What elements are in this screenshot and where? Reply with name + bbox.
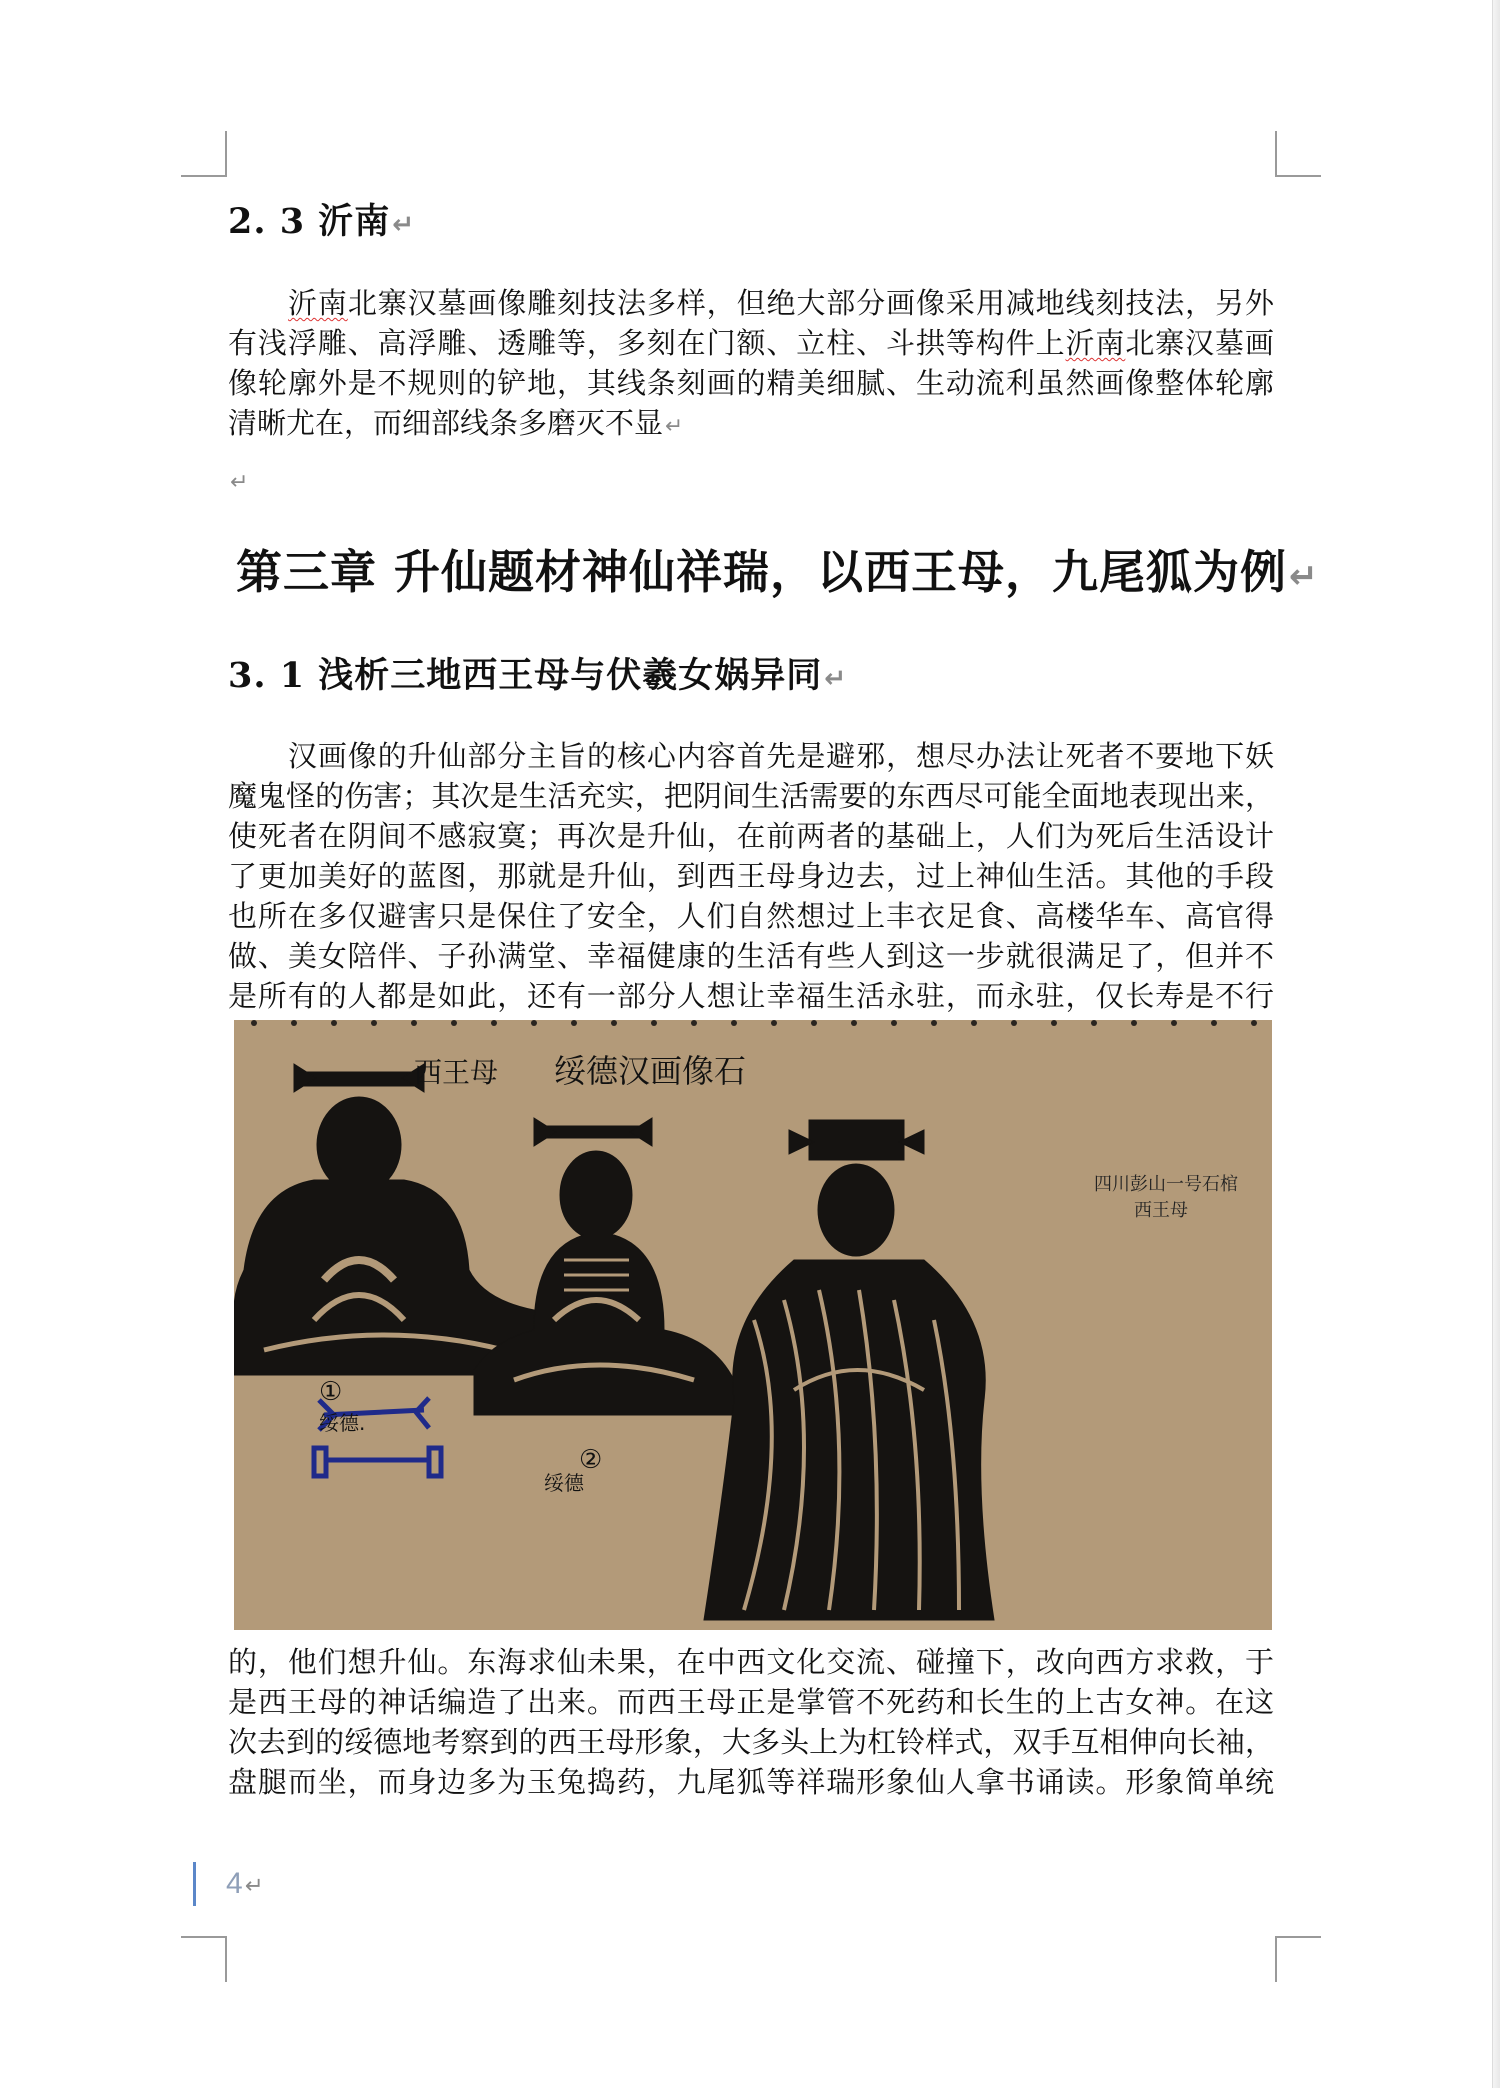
line-text: 北寨汉墓画像雕刻技法多样，但绝大部分画像采用减地线刻技法，另外: [347, 286, 1274, 320]
paragraph-mark: ↵: [230, 470, 249, 495]
chapter-title: 第三章 升仙题材神仙祥瑞，以西王母，九尾狐为例: [236, 545, 1288, 599]
paragraph-line: 也所在多仅避害只是保住了安全，人们自然想过上丰衣足食、高楼华车、高官得: [228, 899, 1274, 933]
paragraph-line: 了更加美好的蓝图，那就是升仙，到西王母身边去，过上神仙生活。其他的手段: [228, 859, 1274, 893]
paragraph-line: 是西王母的神话编造了出来。而西王母正是掌管不死药和长生的上古女神。在这: [228, 1685, 1274, 1719]
paragraph-line: [228, 363, 1274, 403]
label-2-number: ②: [579, 1445, 603, 1475]
paragraph-line: 是所有的人都是如此，还有一部分人想让幸福生活永驻，而永驻，仅长寿是不行: [228, 979, 1274, 1013]
paragraph-mark: ↵: [244, 1873, 264, 1899]
page-edge: [1492, 0, 1500, 2088]
paragraph-mark: ↵: [824, 664, 848, 694]
label-3-line2: 西王母: [1134, 1200, 1188, 1221]
footer-page-number[interactable]: [193, 1862, 264, 1906]
sketch-title-right: 绥德汉画像石: [554, 1052, 747, 1090]
sketch-figure-xiwangmu[interactable]: [234, 1020, 1272, 1630]
sketch-drawing: [234, 1020, 1272, 1630]
spellcheck-word[interactable]: 沂南: [288, 286, 348, 320]
paragraph-line: 次去到的绥德地考察到的西王母形象，大多头上为杠铃样式，双手互相伸向长袖，: [228, 1725, 1274, 1759]
page-number-text: 4: [226, 1867, 243, 1900]
paragraph-line: 汉画像的升仙部分主旨的核心内容首先是避邪，想尽办法让死者不要地下妖: [288, 739, 1274, 773]
crop-mark-bottom-left: [181, 1936, 227, 1982]
line-text: 像轮廓外是不规则的铲地，其线条刻画的精美细腻、生动流利虽然画像整体轮廓: [228, 366, 1274, 400]
paragraph-line: 的，他们想升仙。东海求仙未果，在中西文化交流、碰撞下，改向西方求救，于: [228, 1645, 1274, 1679]
heading-text: 2. 3 沂南: [228, 201, 391, 242]
label-2-text: 绥德: [544, 1471, 584, 1495]
crop-mark-bottom-right: [1275, 1936, 1321, 1982]
paragraph-line: 使死者在阴间不感寂寞；再次是升仙，在前两者的基础上，人们为死后生活设计: [228, 819, 1274, 853]
line-text: 有浅浮雕、高浮雕、透雕等，多刻在门额、立柱、斗拱等构件上: [228, 326, 1066, 360]
line-text: 北寨汉墓画: [1125, 326, 1274, 360]
paragraph-yinan[interactable]: [228, 283, 1274, 443]
heading-text: 3. 1 浅析三地西王母与伏羲女娲异同: [228, 655, 823, 696]
section-heading-2-3[interactable]: [228, 194, 1278, 244]
paragraph-line: 做、美女陪伴、子孙满堂、幸福健康的生活有些人到这一步就很满足了，但并不: [228, 939, 1274, 973]
sketch-title-left: 西王母: [414, 1056, 499, 1089]
crop-mark-top-right: [1275, 131, 1321, 177]
paragraph-line: 魔鬼怪的伤害；其次是生活充实，把阴间生活需要的东西尽可能全面地表现出来，: [228, 779, 1274, 813]
paragraph-mark: ↵: [665, 414, 684, 439]
paragraph-mark: ↵: [1289, 557, 1319, 597]
paragraph-ascension-part1[interactable]: [228, 736, 1274, 1016]
label-1-text: 绥德.: [319, 1411, 366, 1435]
paragraph-line: [228, 283, 1274, 323]
empty-paragraph[interactable]: [228, 470, 248, 500]
paragraph-mark: ↵: [392, 210, 416, 240]
paragraph-ascension-part2[interactable]: [228, 1642, 1274, 1802]
label-1-number: ①: [319, 1377, 343, 1407]
paragraph-line: [228, 323, 1274, 363]
label-3-line1: 四川彭山一号石棺: [1094, 1174, 1238, 1195]
chapter-heading-3[interactable]: [236, 536, 1319, 602]
spellcheck-word[interactable]: 沂南: [1065, 326, 1126, 360]
section-heading-3-1[interactable]: [228, 648, 1278, 698]
paragraph-line: 盘腿而坐，而身边多为玉兔捣药，九尾狐等祥瑞形象仙人拿书诵读。形象简单统: [228, 1765, 1274, 1799]
line-text: 清晰尤在，而细部线条多磨灭不显: [228, 406, 664, 440]
paragraph-line: [228, 403, 1274, 443]
crop-mark-top-left: [181, 131, 227, 177]
